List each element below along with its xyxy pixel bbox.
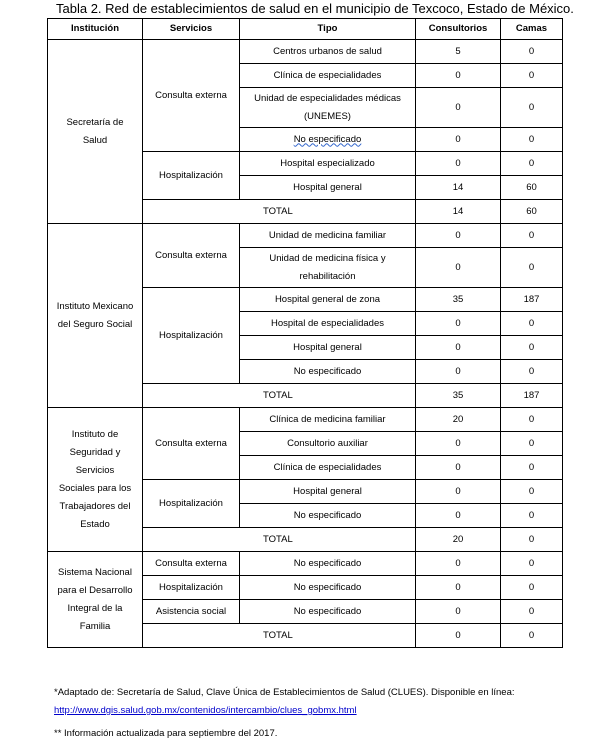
consultorios-cell: 0 xyxy=(416,360,501,384)
table-row xyxy=(48,552,563,576)
tipo-cell: Centros urbanos de salud xyxy=(240,40,416,64)
service-cell: Hospitalización xyxy=(143,576,240,600)
camas-cell: 0 xyxy=(501,552,563,576)
service-cell: Consulta externa xyxy=(143,224,240,288)
consultorios-cell: 0 xyxy=(416,152,501,176)
camas-cell: 0 xyxy=(501,432,563,456)
institution-cell-dif: Sistema Nacional para el Desarrollo Integral de la Familia xyxy=(48,552,143,648)
service-cell: Hospitalización xyxy=(143,288,240,384)
camas-cell: 0 xyxy=(501,128,563,152)
camas-cell: 0 xyxy=(501,360,563,384)
camas-cell: 0 xyxy=(501,312,563,336)
consultorios-cell: 0 xyxy=(416,576,501,600)
consultorios-cell: 0 xyxy=(416,504,501,528)
tipo-cell: Hospital especializado xyxy=(240,152,416,176)
total-label: TOTAL xyxy=(143,624,416,648)
tipo-cell: Consultorio auxiliar xyxy=(240,432,416,456)
tipo-cell: Hospital general de zona xyxy=(240,288,416,312)
source-note: *Adaptado de: Secretaría de Salud, Clave Única de Establecimientos de Salud (CLUES). Disponible en línea: xyxy=(54,687,515,698)
camas-cell: 0 xyxy=(501,152,563,176)
tipo-cell: Unidad de medicina familiar xyxy=(240,224,416,248)
consultorios-cell: 0 xyxy=(416,480,501,504)
consultorios-cell: 0 xyxy=(416,624,501,648)
consultorios-cell: 20 xyxy=(416,408,501,432)
service-cell: Consulta externa xyxy=(143,552,240,576)
consultorios-cell: 0 xyxy=(416,64,501,88)
consultorios-cell: 20 xyxy=(416,528,501,552)
consultorios-cell: 0 xyxy=(416,336,501,360)
institution-cell-issste: Instituto de Seguridad y Servicios Sociales para los Trabajadores del Estado xyxy=(48,408,143,552)
camas-cell: 60 xyxy=(501,200,563,224)
consultorios-cell: 0 xyxy=(416,456,501,480)
consultorios-cell: 0 xyxy=(416,432,501,456)
camas-cell: 0 xyxy=(501,248,563,288)
consultorios-cell: 14 xyxy=(416,200,501,224)
consultorios-cell: 0 xyxy=(416,312,501,336)
service-cell: Asistencia social xyxy=(143,600,240,624)
camas-cell: 60 xyxy=(501,176,563,200)
header-camas: Camas xyxy=(501,19,563,40)
institution-cell-ss: Secretaría de Salud xyxy=(48,40,143,224)
tipo-cell: No especificado xyxy=(240,600,416,624)
tipo-cell: Clínica de medicina familiar xyxy=(240,408,416,432)
consultorios-cell: 0 xyxy=(416,552,501,576)
camas-cell: 0 xyxy=(501,88,563,128)
health-establishments-table xyxy=(47,18,563,648)
consultorios-cell: 0 xyxy=(416,248,501,288)
tipo-cell: No especificado xyxy=(240,576,416,600)
camas-cell: 0 xyxy=(501,40,563,64)
table-row xyxy=(48,224,563,248)
consultorios-cell: 5 xyxy=(416,40,501,64)
total-label: TOTAL xyxy=(143,200,416,224)
header-row xyxy=(48,19,563,40)
tipo-cell: No especificado xyxy=(240,360,416,384)
update-note: ** Información actualizada para septiembre del 2017. xyxy=(54,728,278,739)
tipo-cell: Unidad de medicina física y rehabilitación xyxy=(240,248,416,288)
source-link[interactable]: http://www.dgis.salud.gob.mx/contenidos/intercambio/clues_gobmx.html xyxy=(54,705,357,716)
table-row xyxy=(48,408,563,432)
table-row xyxy=(48,40,563,64)
camas-cell: 0 xyxy=(501,576,563,600)
consultorios-cell: 0 xyxy=(416,128,501,152)
camas-cell: 0 xyxy=(501,480,563,504)
camas-cell: 0 xyxy=(501,528,563,552)
camas-cell: 0 xyxy=(501,336,563,360)
service-cell: Hospitalización xyxy=(143,152,240,200)
header-consultorios: Consultorios xyxy=(416,19,501,40)
consultorios-cell: 35 xyxy=(416,288,501,312)
camas-cell: 0 xyxy=(501,224,563,248)
camas-cell: 0 xyxy=(501,624,563,648)
service-cell: Consulta externa xyxy=(143,408,240,480)
consultorios-cell: 0 xyxy=(416,224,501,248)
header-servicios: Servicios xyxy=(143,19,240,40)
table-title: Tabla 2. Red de establecimientos de salud en el municipio de Texcoco, Estado de México. xyxy=(56,1,574,16)
camas-cell: 0 xyxy=(501,64,563,88)
institution-cell-imss: Instituto Mexicano del Seguro Social xyxy=(48,224,143,408)
consultorios-cell: 0 xyxy=(416,88,501,128)
camas-cell: 187 xyxy=(501,288,563,312)
tipo-cell: Clínica de especialidades xyxy=(240,456,416,480)
service-cell: Consulta externa xyxy=(143,40,240,152)
tipo-cell: Unidad de especialidades médicas (UNEMES) xyxy=(240,88,416,128)
camas-cell: 0 xyxy=(501,456,563,480)
service-cell: Hospitalización xyxy=(143,480,240,528)
tipo-cell: Hospital general xyxy=(240,176,416,200)
total-label: TOTAL xyxy=(143,384,416,408)
tipo-cell: Hospital general xyxy=(240,480,416,504)
tipo-cell: Clínica de especialidades xyxy=(240,64,416,88)
consultorios-cell: 14 xyxy=(416,176,501,200)
tipo-cell: No especificado xyxy=(240,552,416,576)
consultorios-cell: 0 xyxy=(416,600,501,624)
consultorios-cell: 35 xyxy=(416,384,501,408)
camas-cell: 0 xyxy=(501,504,563,528)
camas-cell: 0 xyxy=(501,600,563,624)
total-label: TOTAL xyxy=(143,528,416,552)
tipo-cell: No especificado xyxy=(240,128,416,152)
tipo-cell: Hospital de especialidades xyxy=(240,312,416,336)
camas-cell: 0 xyxy=(501,408,563,432)
tipo-cell: Hospital general xyxy=(240,336,416,360)
header-tipo: Tipo xyxy=(240,19,416,40)
tipo-cell: No especificado xyxy=(240,504,416,528)
header-institucion: Institución xyxy=(48,19,143,40)
camas-cell: 187 xyxy=(501,384,563,408)
